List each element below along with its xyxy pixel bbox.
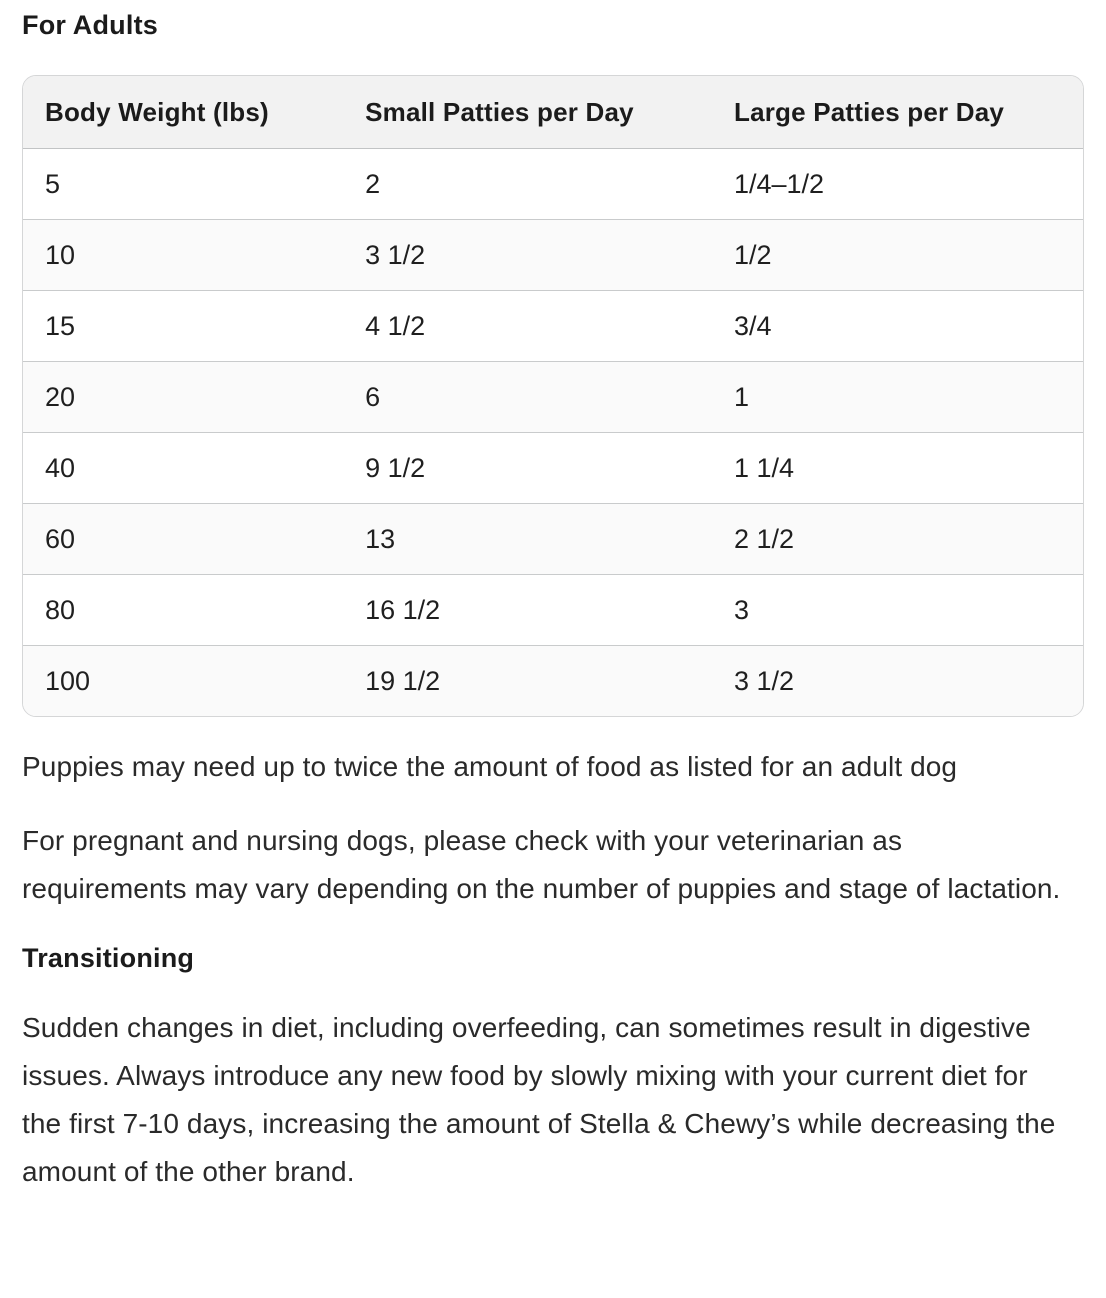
table-cell: 13	[343, 504, 712, 575]
table-cell: 40	[23, 433, 343, 504]
table-cell: 19 1/2	[343, 646, 712, 717]
table-row	[23, 504, 1083, 575]
table-cell: 5	[23, 149, 343, 220]
table-cell: 10	[23, 220, 343, 291]
table-cell: 1/4–1/2	[712, 149, 1083, 220]
table-body	[23, 149, 1083, 717]
table-row	[23, 220, 1083, 291]
transitioning-heading: Transitioning	[22, 943, 195, 973]
table-row	[23, 362, 1083, 433]
table-cell: 1 1/4	[712, 433, 1083, 504]
table-header	[23, 76, 1083, 149]
table-cell: 3 1/2	[712, 646, 1083, 717]
table-cell: 16 1/2	[343, 575, 712, 646]
table-cell: 2	[343, 149, 712, 220]
table-row	[23, 433, 1083, 504]
for-adults-heading: For Adults	[22, 10, 158, 40]
table-cell: 20	[23, 362, 343, 433]
table-cell: 1/2	[712, 220, 1083, 291]
column-header: Small Patties per Day	[343, 76, 712, 149]
table-row	[23, 149, 1083, 220]
table-cell: 3 1/2	[343, 220, 712, 291]
table-cell: 6	[343, 362, 712, 433]
table-cell: 3/4	[712, 291, 1083, 362]
table-cell: 15	[23, 291, 343, 362]
table-cell: 9 1/2	[343, 433, 712, 504]
note-puppies: Puppies may need up to twice the amount of food as listed for an adult dog	[22, 751, 958, 782]
table-cell: 100	[23, 646, 343, 717]
feeding-guide-table	[23, 76, 1083, 716]
table-row	[23, 291, 1083, 362]
column-header: Large Patties per Day	[712, 76, 1083, 149]
table-cell: 4 1/2	[343, 291, 712, 362]
feeding-guide-table-container	[22, 75, 1084, 717]
table-cell: 2 1/2	[712, 504, 1083, 575]
table-cell: 80	[23, 575, 343, 646]
table-row	[23, 646, 1083, 717]
note-pregnant-nursing: For pregnant and nursing dogs, please check with your veterinarian as requirements may vary depending on the number of puppies and stage of lactation.	[22, 825, 1061, 904]
table-cell: 3	[712, 575, 1083, 646]
column-header: Body Weight (lbs)	[23, 76, 343, 149]
table-cell: 1	[712, 362, 1083, 433]
table-header-row	[23, 76, 1083, 149]
table-row	[23, 575, 1083, 646]
note-transitioning: Sudden changes in diet, including overfeeding, can sometimes result in digestive issues. Always introduce any new food by slowly mixing with your current diet for the first 7-10 days, increasing the amount of Stella & Chewy’s while decreasing the amount of the other brand.	[22, 1012, 1056, 1187]
table-cell: 60	[23, 504, 343, 575]
